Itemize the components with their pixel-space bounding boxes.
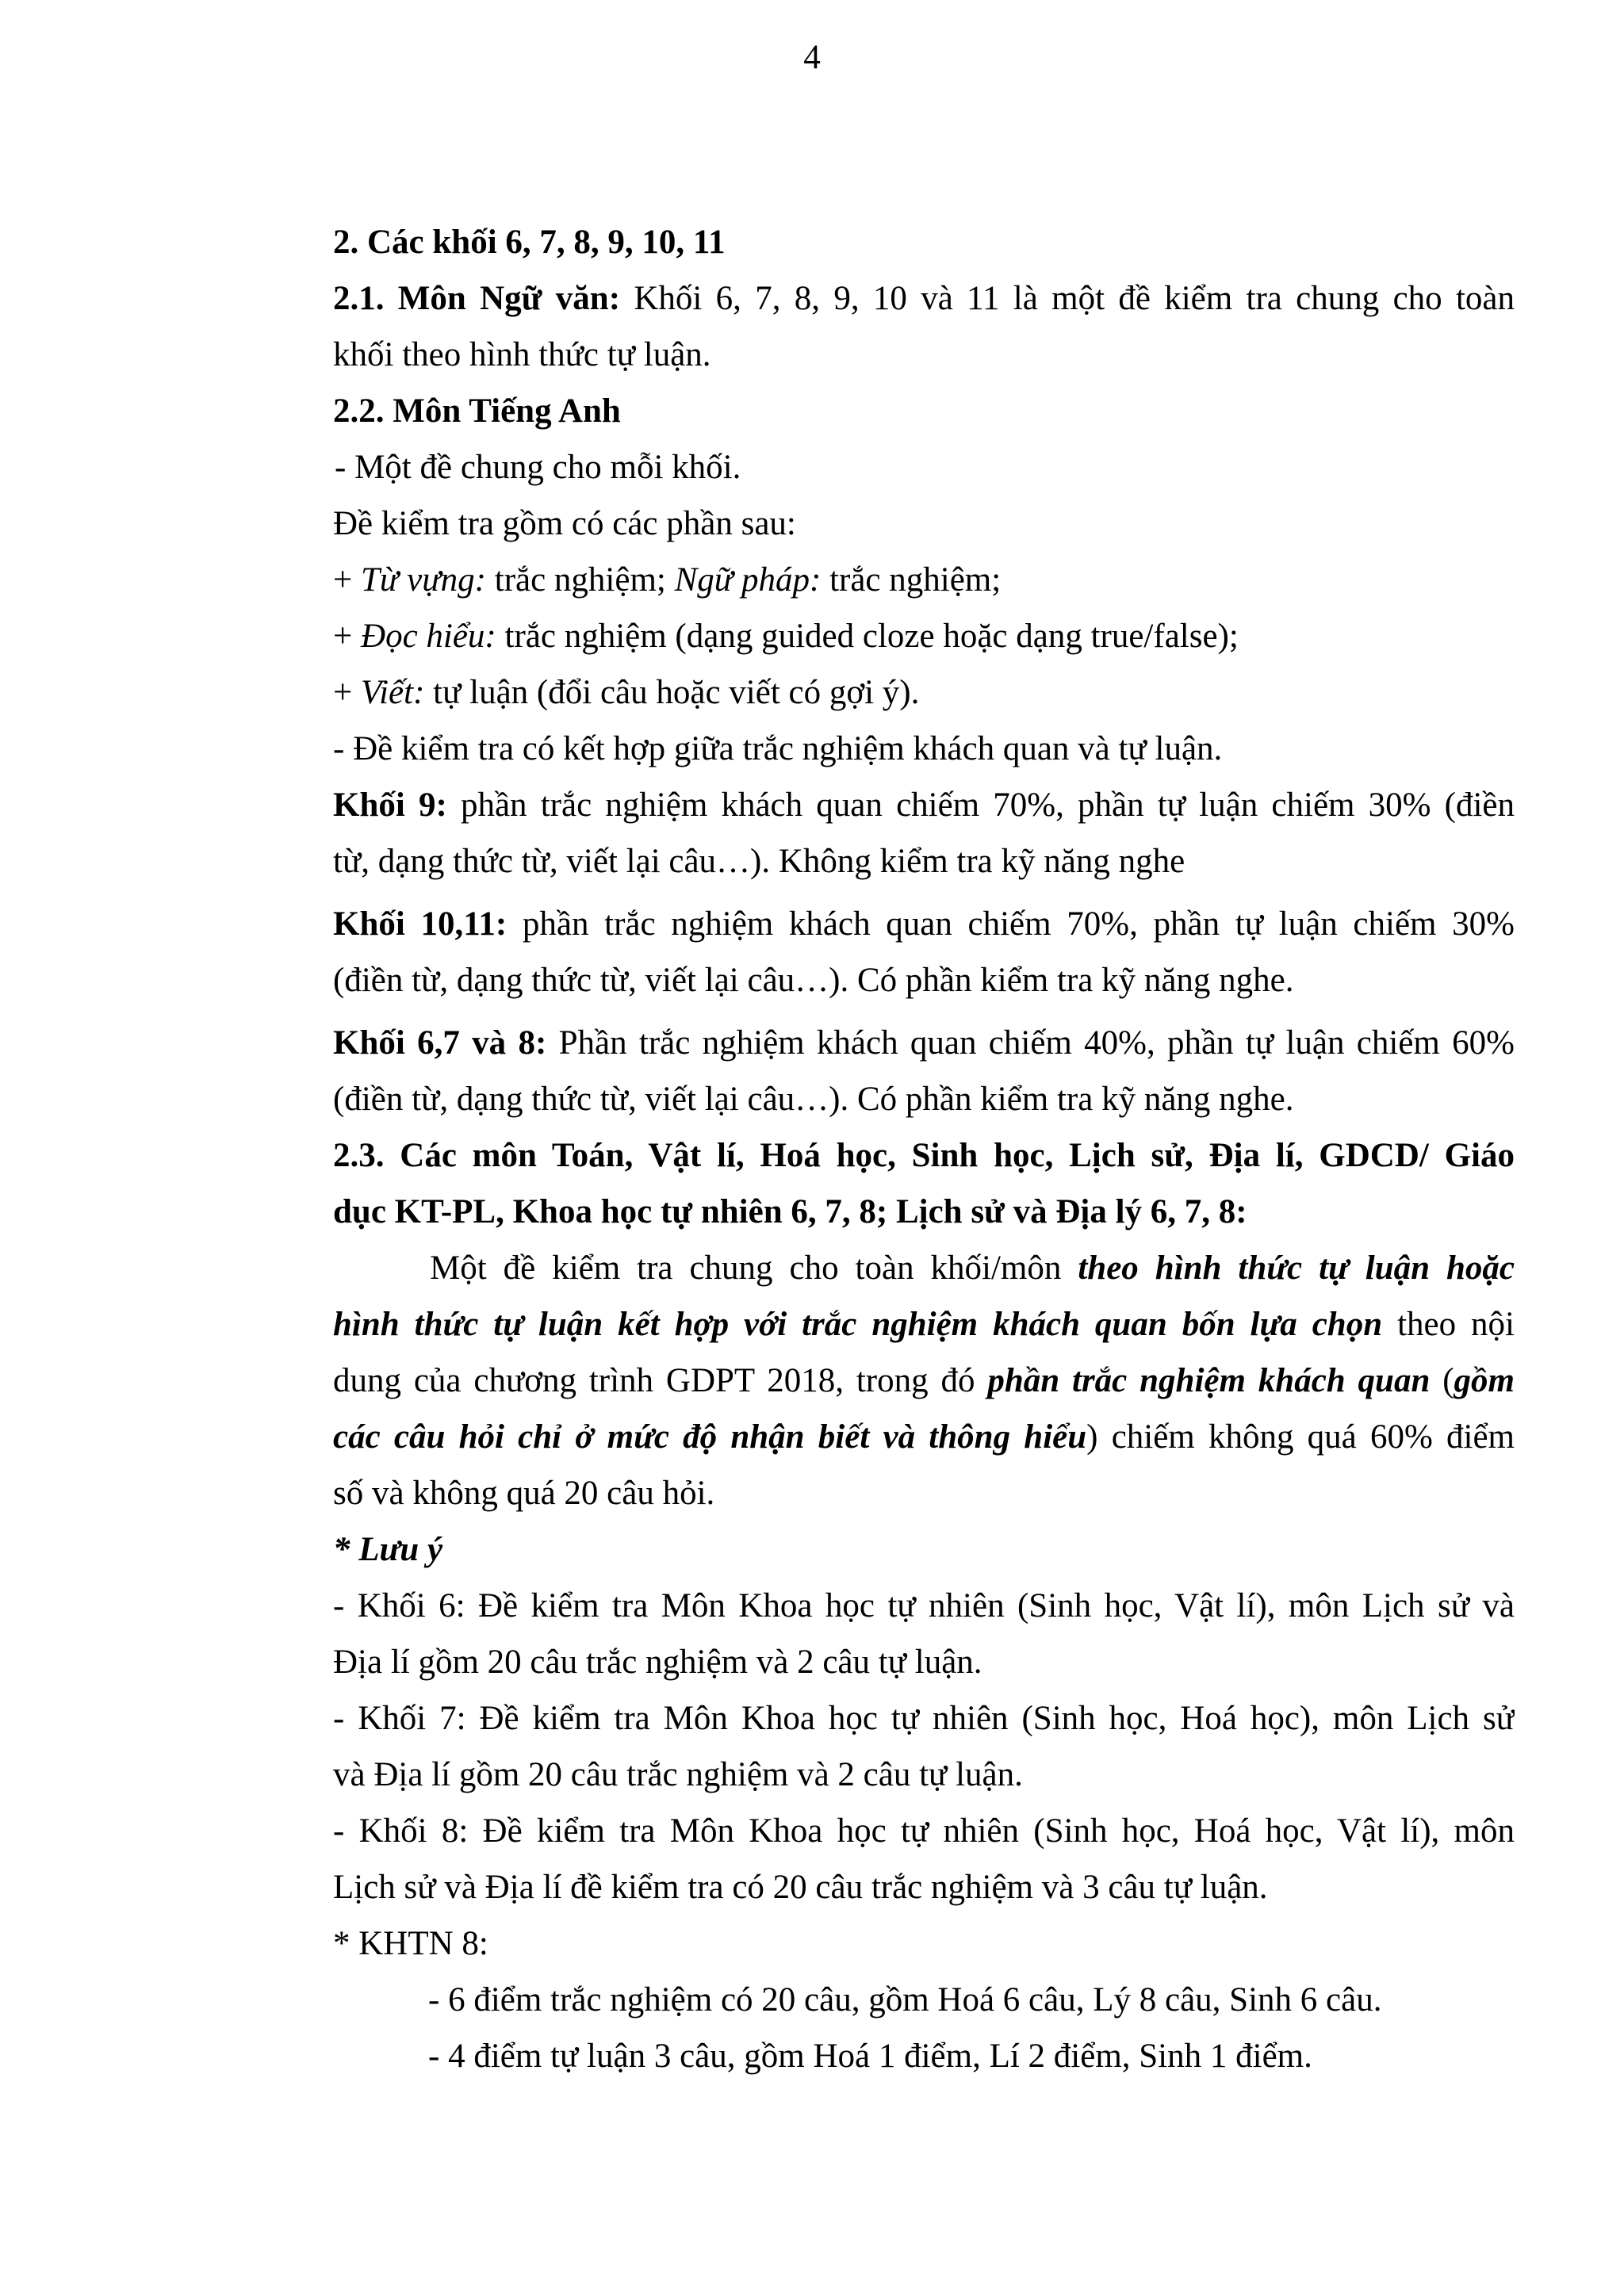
note-grade-7-line-1: - Khối 7: Đề kiểm tra Môn Khoa học tự nhiên (Sinh học, Hoá học), môn Lịch sử [333,1700,1515,1737]
note-grade-6-line-2: Địa lí gồm 20 câu trắc nghiệm và 2 câu tự luận. [333,1644,982,1681]
paragraph-2-1-line-1: 2.1. Môn Ngữ văn: Khối 6, 7, 8, 9, 10 và 11 là một đề kiểm tra chung cho toàn [333,280,1515,317]
note-grade-8-line-2: Lịch sử và Địa lí đề kiểm tra có 20 câu trắc nghiệm và 3 câu tự luận. [333,1869,1268,1906]
english-line-5: + Viết: tự luận (đổi câu hoặc viết có gợi ý). [333,674,920,711]
page-number: 4 [803,39,821,76]
exam-paragraph-line-3: dung của chương trình GDPT 2018, trong đó phần trắc nghiệm khách quan (gồm [333,1362,1515,1399]
khtn-item-1: - 6 điểm trắc nghiệm có 20 câu, gồm Hoá 6 câu, Lý 8 câu, Sinh 6 câu. [428,1981,1382,2019]
section-heading-2-2: 2.2. Môn Tiếng Anh [333,392,621,430]
exam-paragraph-line-4: các câu hỏi chỉ ở mức độ nhận biết và thông hiểu) chiếm không quá 60% điểm [333,1418,1515,1456]
note-grade-8-line-1: - Khối 8: Đề kiểm tra Môn Khoa học tự nhiên (Sinh học, Hoá học, Vật lí), môn [333,1812,1515,1850]
exam-paragraph-line-5: số và không quá 20 câu hỏi. [333,1475,715,1512]
english-line-3: + Từ vựng: trắc nghiệm; Ngữ pháp: trắc nghiệm; [333,561,1002,599]
section-heading-2-3-line-2: dục KT-PL, Khoa học tự nhiên 6, 7, 8; Lịch sử và Địa lý 6, 7, 8: [333,1193,1247,1230]
english-line-1: - Một đề chung cho mỗi khối. [335,449,741,486]
note-grade-6-line-1: - Khối 6: Đề kiểm tra Môn Khoa học tự nhiên (Sinh học, Vật lí), môn Lịch sử và [333,1587,1515,1624]
english-line-2: Đề kiểm tra gồm có các phần sau: [333,505,796,542]
khtn-heading: * KHTN 8: [333,1925,488,1962]
english-line-4: + Đọc hiểu: trắc nghiệm (dạng guided cloze hoặc dạng true/false); [333,618,1239,655]
grade-6-7-8-line-2: (điền từ, dạng thức từ, viết lại câu…). Có phần kiểm tra kỹ năng nghe. [333,1081,1294,1118]
english-line-6: - Đề kiểm tra có kết hợp giữa trắc nghiệm khách quan và tự luận. [333,730,1223,767]
grade-10-11-line-2: (điền từ, dạng thức từ, viết lại câu…). Có phần kiểm tra kỹ năng nghe. [333,962,1294,999]
grade-9-line-1: Khối 9: phần trắc nghiệm khách quan chiếm 70%, phần tự luận chiếm 30% (điền [333,786,1515,824]
paragraph-2-1-line-2: khối theo hình thức tự luận. [333,336,711,373]
grade-6-7-8-line-1: Khối 6,7 và 8: Phần trắc nghiệm khách quan chiếm 40%, phần tự luận chiếm 60% [333,1024,1515,1062]
section-heading-2-3-line-1: 2.3. Các môn Toán, Vật lí, Hoá học, Sinh học, Lịch sử, Địa lí, GDCD/ Giáo [333,1137,1515,1174]
note-grade-7-line-2: và Địa lí gồm 20 câu trắc nghiệm và 2 câu tự luận. [333,1756,1023,1793]
document-body [333,214,1515,2084]
exam-paragraph-line-2: hình thức tự luận kết hợp với trắc nghiệm khách quan bốn lựa chọn theo nội [333,1306,1515,1343]
note-heading: * Lưu ý [333,1531,443,1568]
khtn-item-2: - 4 điểm tự luận 3 câu, gồm Hoá 1 điểm, Lí 2 điểm, Sinh 1 điểm. [428,2038,1312,2075]
grade-10-11-line-1: Khối 10,11: phần trắc nghiệm khách quan chiếm 70%, phần tự luận chiếm 30% [333,905,1515,943]
exam-paragraph-line-1: Một đề kiểm tra chung cho toàn khối/môn theo hình thức tự luận hoặc [430,1249,1515,1287]
section-heading-2: 2. Các khối 6, 7, 8, 9, 10, 11 [333,224,726,261]
grade-9-line-2: từ, dạng thức từ, viết lại câu…). Không kiểm tra kỹ năng nghe [333,843,1185,880]
